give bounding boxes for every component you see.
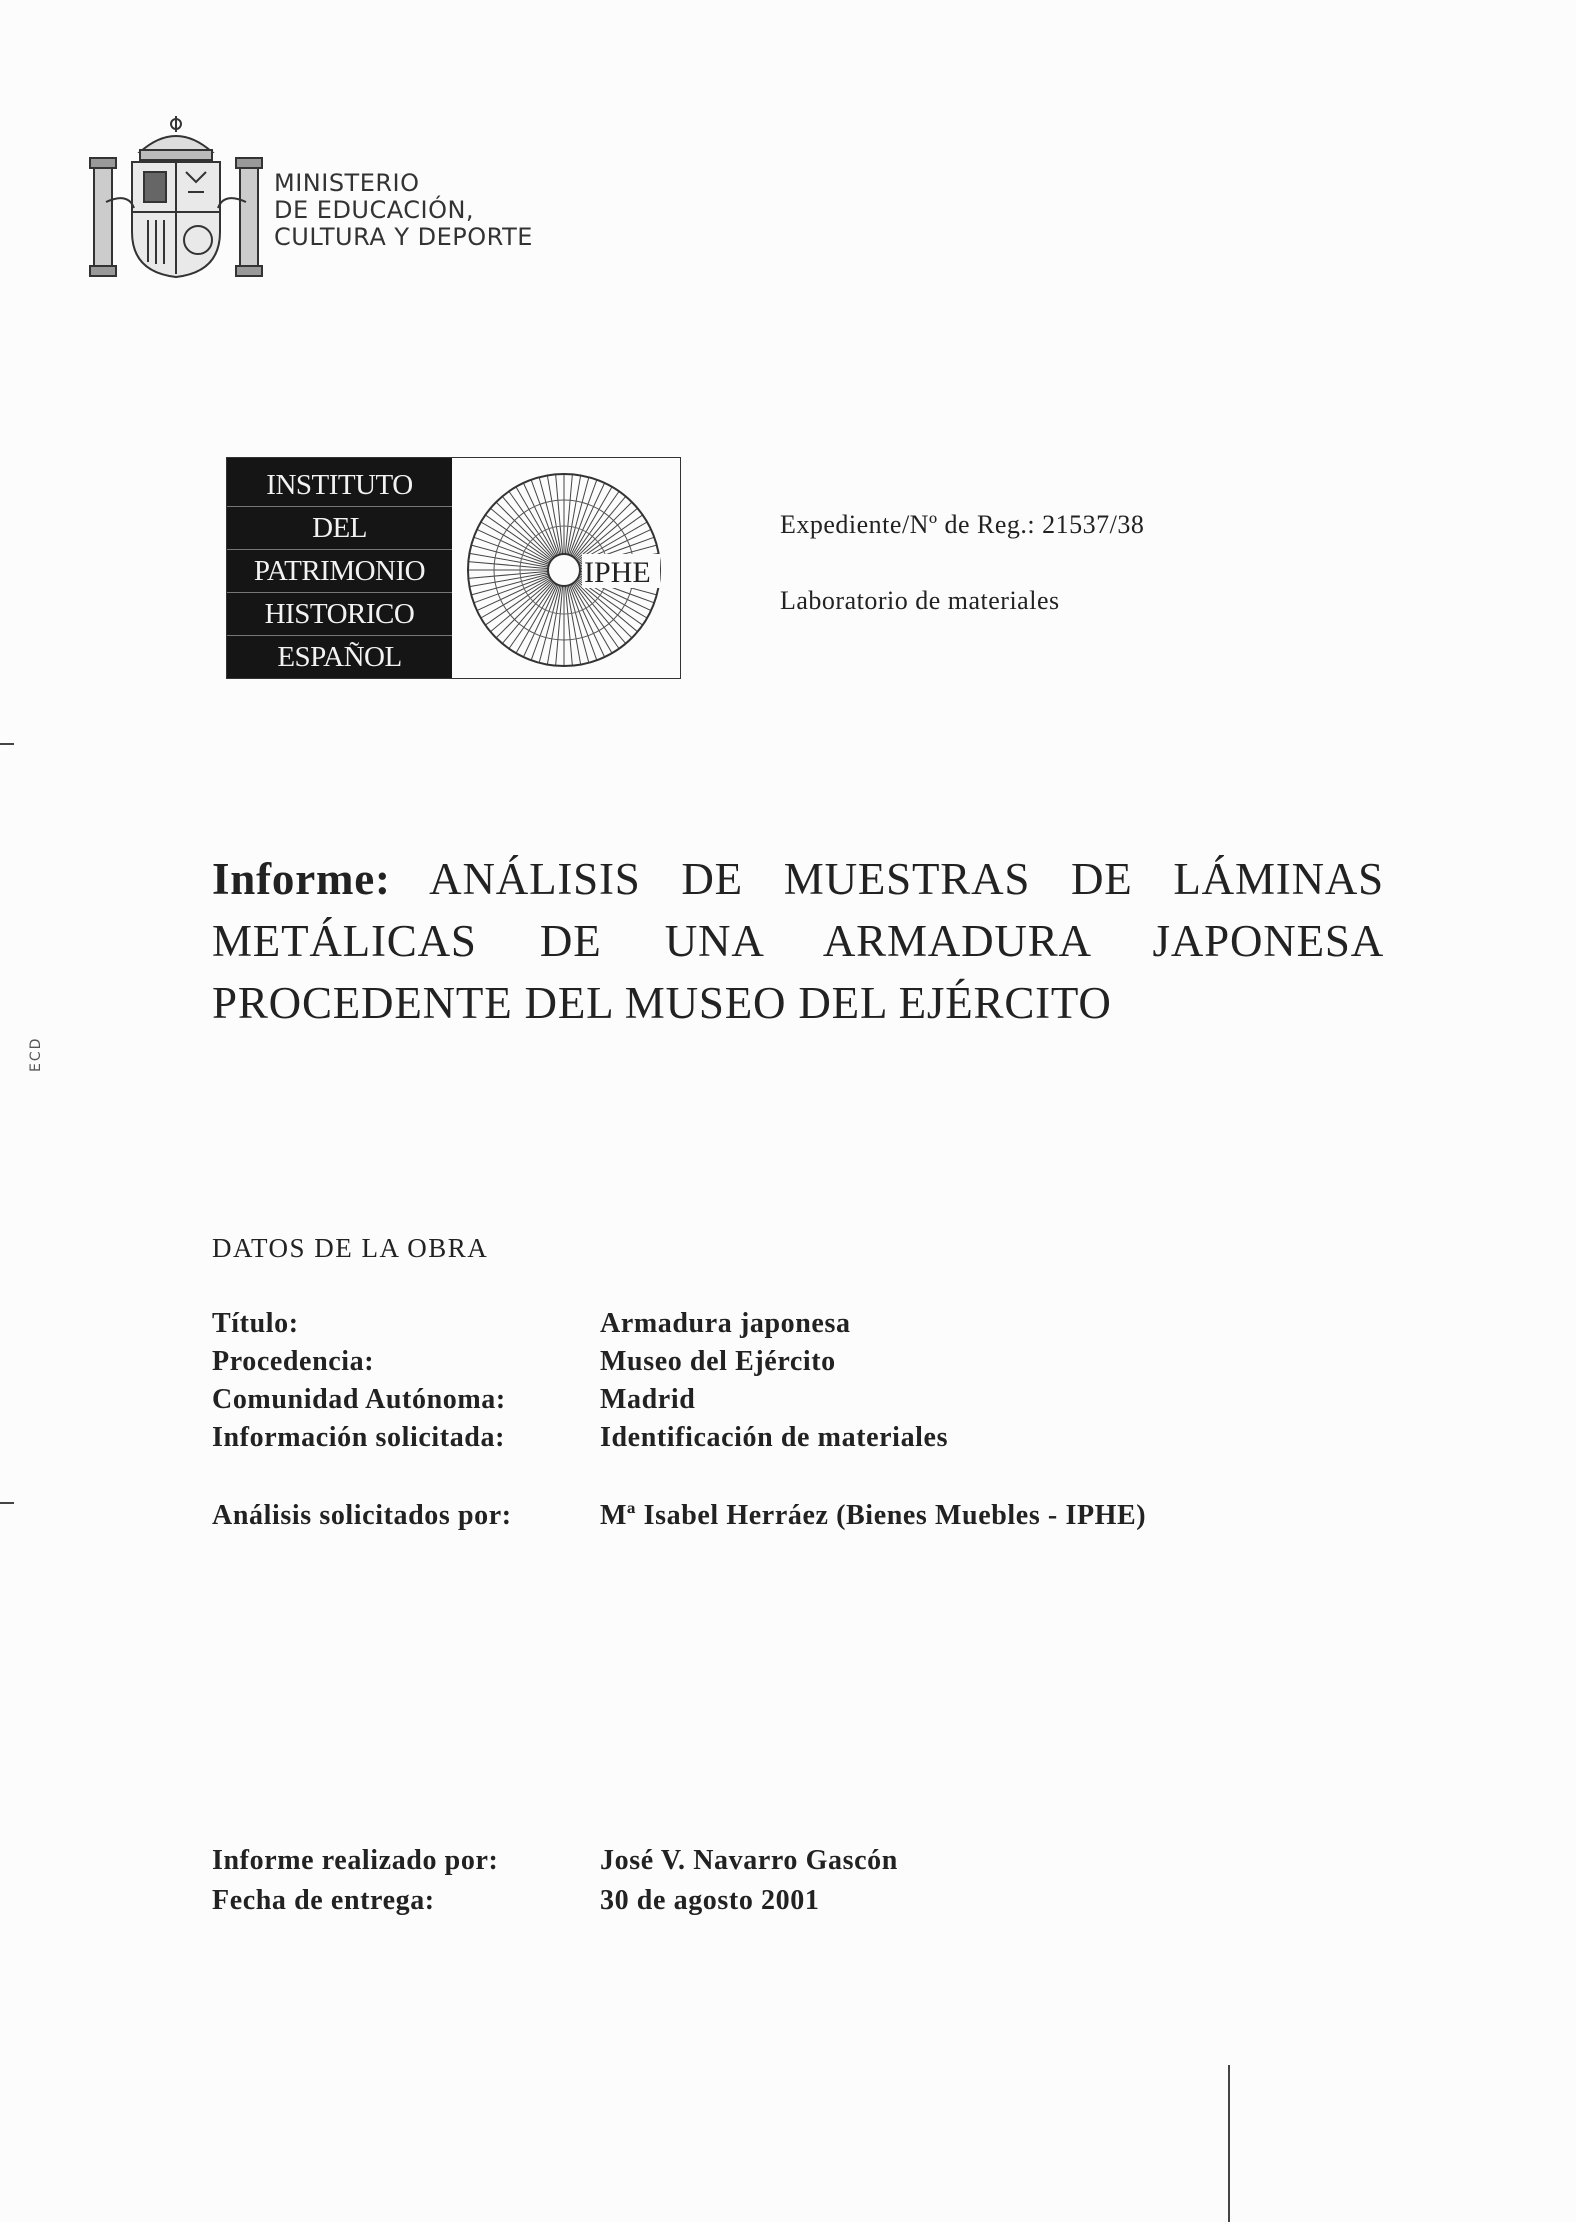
coat-of-arms-icon	[88, 112, 264, 282]
field-value: Museo del Ejército	[600, 1346, 836, 1377]
field-label: Fecha de entrega:	[212, 1885, 435, 1916]
iphe-name-line: PATRIMONIO	[227, 550, 452, 593]
field-row	[212, 1422, 948, 1454]
report-title-label: Informe:	[212, 854, 391, 904]
field-value: Armadura japonesa	[600, 1308, 851, 1339]
report-title	[212, 848, 1384, 1034]
field-row	[212, 1308, 851, 1340]
section-heading: DATOS DE LA OBRA	[212, 1233, 489, 1263]
field-label: Procedencia:	[212, 1346, 375, 1377]
rosette-ray	[574, 496, 625, 557]
field-row	[212, 1384, 695, 1416]
report-title-text: ANÁLISIS DE MUESTRAS DE LÁMINAS METÁLICAS DE UNA ARMADURA JAPONESA PROCEDENTE DEL MUSEO DEL EJÉRCITO	[212, 854, 1384, 1028]
ministry-line: DE EDUCACIÓN,	[274, 196, 475, 224]
margin-tick	[0, 743, 14, 745]
iphe-name-line: INSTITUTO	[227, 464, 452, 507]
ministry-line: MINISTERIO	[274, 169, 420, 197]
iphe-acronym: IPHE	[584, 556, 651, 589]
author-row	[212, 1845, 898, 1877]
field-label: Informe realizado por:	[212, 1845, 499, 1876]
field-label: Análisis solicitados por:	[212, 1500, 512, 1531]
iphe-name-line: HISTORICO	[227, 593, 452, 636]
margin-code: ECD	[28, 1036, 44, 1072]
margin-tick	[0, 1502, 14, 1504]
field-value: José V. Navarro Gascón	[600, 1845, 898, 1876]
rosette-ray	[502, 582, 553, 643]
ministry-line: CULTURA Y DEPORTE	[274, 223, 533, 251]
field-label: Título:	[212, 1308, 299, 1339]
iphe-name-line: DEL	[227, 507, 452, 550]
field-label: Información solicitada:	[212, 1422, 506, 1453]
margin-line	[1228, 2065, 1230, 2222]
rosette-ray	[490, 580, 551, 631]
rosette-ray	[576, 508, 637, 559]
iphe-logo	[226, 457, 681, 679]
requested-by-row	[212, 1500, 1146, 1532]
laboratory-name: Laboratorio de materiales	[780, 586, 1060, 615]
reference-block	[780, 510, 1144, 662]
field-value: Identificación de materiales	[600, 1422, 949, 1453]
iphe-rosette-icon	[464, 470, 664, 670]
field-label: Comunidad Autónoma:	[212, 1384, 506, 1415]
rosette-ray	[502, 496, 553, 557]
iphe-name-panel	[227, 458, 452, 678]
field-value: 30 de agosto 2001	[600, 1885, 820, 1916]
rosette-ray	[574, 582, 625, 643]
iphe-name-line: ESPAÑOL	[277, 641, 402, 673]
field-value: Mª Isabel Herráez (Bienes Muebles - IPHE)	[600, 1500, 1147, 1531]
ministry-name	[274, 170, 533, 251]
field-value: Madrid	[600, 1384, 696, 1415]
date-row	[212, 1885, 819, 1917]
expediente-number: Expediente/Nº de Reg.: 21537/38	[780, 510, 1145, 539]
rosette-ray	[490, 508, 551, 559]
field-row	[212, 1346, 836, 1378]
